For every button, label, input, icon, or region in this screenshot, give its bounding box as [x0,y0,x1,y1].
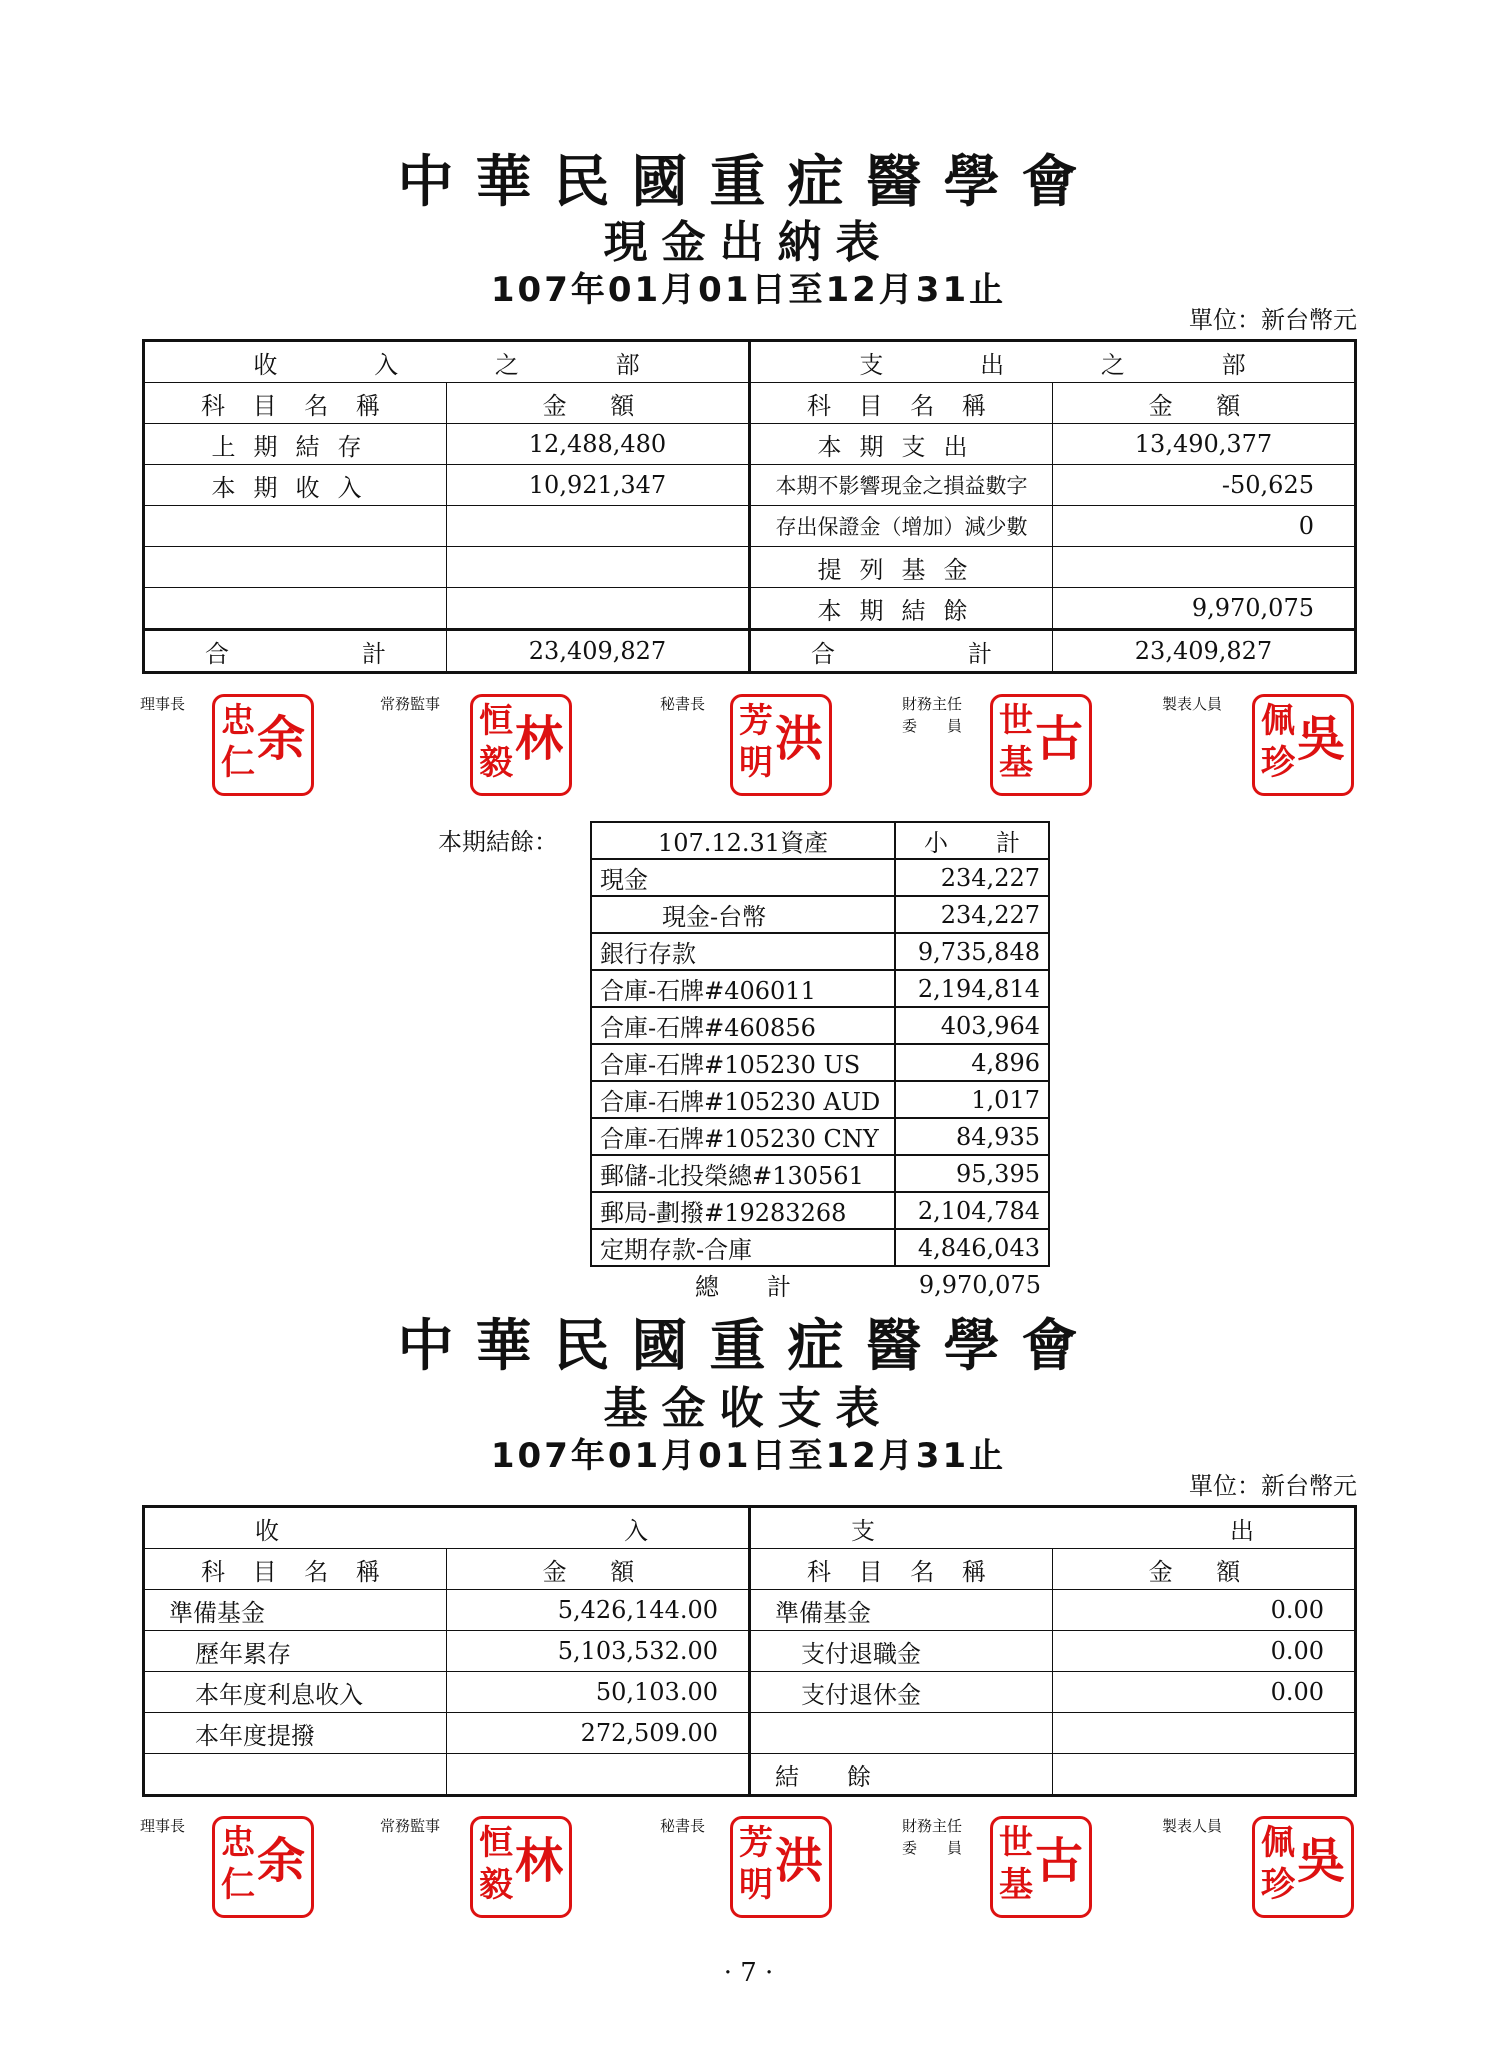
asset-name: 合庫-石牌#105230 CNY [591,1118,895,1155]
asset-total-row [591,1266,1049,1302]
expense-item: 準備基金 [750,1590,1053,1631]
seal-char: 芳 [739,701,773,741]
table-row [144,547,1356,588]
asset-value: 234,227 [895,859,1049,896]
asset-name: 郵儲-北投榮總#130561 [591,1155,895,1192]
seal-char: 洪 [774,711,823,767]
asset-name: 現金 [591,859,895,896]
total-label-char: 計 [362,639,386,668]
seal-char: 基 [999,743,1033,783]
signature-row [140,1812,1360,1922]
seal-stamp [470,694,572,796]
seal-char: 珍 [1261,1865,1295,1905]
col-header-amount: 金 額 [447,383,750,424]
seal-stamp [470,1816,572,1918]
income-header-char: 收 [253,350,278,379]
income-header-char: 收 [255,1516,279,1545]
asset-name: 郵局-劃撥#19283268 [591,1192,895,1229]
table-row [144,1754,1356,1796]
seal-stamp [730,1816,832,1918]
asset-value: 95,395 [895,1155,1049,1192]
expense-item: 本期不影響現金之損益數字 [750,465,1053,506]
seal-char: 吳 [1296,1833,1345,1889]
col-header-amount: 金 額 [1053,1549,1356,1590]
cash-section-header-row [144,341,1356,383]
table-row [144,1713,1356,1754]
expense-amount [1053,1713,1356,1754]
income-amount: 10,921,347 [447,465,750,506]
income-item: 上期結存 [144,424,447,465]
seal-char: 古 [1034,711,1083,767]
expense-amount: 13,490,377 [1053,424,1356,465]
income-amount [447,588,750,630]
signature-role: 秘書長 [660,1817,706,1835]
seal-char: 毅 [479,1865,513,1905]
expense-amount: -50,625 [1053,465,1356,506]
org-title: 中華民國重症醫學會 [397,150,1100,215]
seal-stamp [990,1816,1092,1918]
asset-name: 合庫-石牌#105230 AUD [591,1081,895,1118]
seal-stamp [212,694,314,796]
seal-char: 珍 [1261,743,1295,783]
income-header-char: 之 [494,350,519,379]
expense-header-char: 支 [859,350,884,379]
table-row [144,1590,1356,1631]
signature-role: 常務監事 [380,695,441,713]
income-amount: 50,103.00 [447,1672,750,1713]
table-row [144,506,1356,547]
total-label-char: 合 [811,639,835,668]
income-amount [447,506,750,547]
expense-section-header [750,341,1356,383]
fund-table-title: 基金收支表 [603,1383,894,1434]
fund-column-header-row [144,1549,1356,1590]
seal-char: 佩 [1261,701,1295,741]
signature-role: 常務監事 [380,1817,441,1835]
seal-char: 余 [256,1833,305,1889]
income-amount: 272,509.00 [447,1713,750,1754]
seal-char: 林 [514,1833,563,1889]
asset-header: 107.12.31資產 [591,822,895,859]
income-section-header [144,341,750,383]
seal-char: 恒 [479,1823,513,1863]
asset-name: 銀行存款 [591,933,895,970]
expense-amount: 0.00 [1053,1672,1356,1713]
cash-total-row [144,630,1356,673]
table-row [591,1044,1049,1081]
income-section-header [144,1507,750,1549]
income-item [144,588,447,630]
seal-char: 古 [1034,1833,1083,1889]
seal-char: 世 [999,1823,1033,1863]
seal-char: 恒 [479,701,513,741]
signature-role: 理事長 [140,1817,186,1835]
seal-char: 佩 [1261,1823,1295,1863]
expense-amount: 9,970,075 [1053,588,1356,630]
table-row [591,1229,1049,1266]
income-item: 歷年累存 [144,1631,447,1672]
balance-label: 本期結餘： [438,828,558,856]
seal-stamp [990,694,1092,796]
table-row [591,1155,1049,1192]
expense-header-char: 支 [851,1516,875,1545]
income-amount: 5,426,144.00 [447,1590,750,1631]
signature-role: 委 員 [902,1839,963,1857]
expense-item: 本期支出 [750,424,1053,465]
total-label [144,630,447,673]
seal-char: 芳 [739,1823,773,1863]
asset-value: 2,194,814 [895,970,1049,1007]
expense-item: 存出保證金（增加）減少數 [750,506,1053,547]
expense-amount: 0.00 [1053,1590,1356,1631]
col-header-amount: 金 額 [447,1549,750,1590]
income-item: 準備基金 [144,1590,447,1631]
cash-table-title: 現金出納表 [603,217,894,268]
expense-item: 結 餘 [750,1754,1053,1796]
asset-value: 2,104,784 [895,1192,1049,1229]
asset-name: 現金-台幣 [591,896,895,933]
income-item: 本期收入 [144,465,447,506]
fund-period: 107年01月01日至12月31止 [490,1436,1007,1476]
seal-char: 余 [256,711,305,767]
asset-value: 4,846,043 [895,1229,1049,1266]
expense-amount: 0 [1053,506,1356,547]
expense-header-char: 部 [1221,350,1246,379]
asset-name: 合庫-石牌#460856 [591,1007,895,1044]
signature-row [140,690,1360,800]
signature-role: 財務主任 [902,1817,963,1835]
expense-amount [1053,1754,1356,1796]
seal-stamp [1252,694,1354,796]
asset-header-row [591,822,1049,859]
seal-char: 忠 [221,1823,255,1863]
seal-char: 明 [739,743,773,783]
seal-char: 仁 [221,1865,255,1905]
asset-value: 234,227 [895,896,1049,933]
page-number: · 7 · [723,1958,774,1988]
expense-item [750,1713,1053,1754]
signature-role: 秘書長 [660,695,706,713]
income-amount [447,547,750,588]
signature-role: 委 員 [902,717,963,735]
table-row [591,1118,1049,1155]
asset-name: 合庫-石牌#406011 [591,970,895,1007]
asset-table [590,821,1050,1302]
fund-section-header-row [144,1507,1356,1549]
income-item [144,506,447,547]
cash-table [142,339,1357,674]
table-row [591,1192,1049,1229]
income-amount: 5,103,532.00 [447,1631,750,1672]
seal-char: 忠 [221,701,255,741]
income-header-char: 部 [615,350,640,379]
income-item: 本年度利息收入 [144,1672,447,1713]
table-row [144,424,1356,465]
asset-value: 403,964 [895,1007,1049,1044]
asset-value: 9,735,848 [895,933,1049,970]
col-header-item: 科 目 名 稱 [750,383,1053,424]
col-header-item: 科 目 名 稱 [144,383,447,424]
asset-name: 合庫-石牌#105230 US [591,1044,895,1081]
org-title: 中華民國重症醫學會 [397,1314,1100,1379]
expense-amount: 0.00 [1053,1631,1356,1672]
cash-period: 107年01月01日至12月31止 [490,270,1007,310]
seal-char: 毅 [479,743,513,783]
expense-header-char: 之 [1100,350,1125,379]
expense-item: 提列基金 [750,547,1053,588]
asset-name: 定期存款-合庫 [591,1229,895,1266]
table-row [591,970,1049,1007]
signature-role: 製表人員 [1162,1817,1223,1835]
income-header-char: 入 [374,350,399,379]
income-amount [447,1754,750,1796]
asset-total-label: 總 計 [695,1273,791,1301]
expense-item: 支付退休金 [750,1672,1053,1713]
table-row [591,1007,1049,1044]
total-label-char: 合 [205,639,229,668]
asset-value: 1,017 [895,1081,1049,1118]
expense-header-char: 出 [980,350,1005,379]
income-item: 本年度提撥 [144,1713,447,1754]
seal-char: 吳 [1296,711,1345,767]
seal-stamp [730,694,832,796]
cash-column-header-row [144,383,1356,424]
seal-stamp [1252,1816,1354,1918]
col-header-item: 科 目 名 稱 [750,1549,1053,1590]
table-row [591,1081,1049,1118]
asset-total-value: 9,970,075 [918,1270,1041,1299]
table-row [144,588,1356,630]
table-row [591,933,1049,970]
expense-section-header [750,1507,1356,1549]
total-expense-amount: 23,409,827 [1053,630,1356,673]
signature-role: 財務主任 [902,695,963,713]
total-label-char: 計 [968,639,992,668]
table-row [144,1631,1356,1672]
col-header-item: 科 目 名 稱 [144,1549,447,1590]
income-amount: 12,488,480 [447,424,750,465]
asset-value: 84,935 [895,1118,1049,1155]
cash-unit: 單位：新台幣元 [1189,306,1357,334]
income-item [144,547,447,588]
table-row [591,896,1049,933]
col-header-amount: 金 額 [1053,383,1356,424]
seal-char: 仁 [221,743,255,783]
income-header-char: 入 [624,1516,648,1545]
seal-stamp [212,1816,314,1918]
income-item [144,1754,447,1796]
seal-char: 洪 [774,1833,823,1889]
seal-char: 明 [739,1865,773,1905]
expense-header-char: 出 [1230,1516,1254,1545]
fund-unit: 單位：新台幣元 [1189,1472,1357,1500]
total-label [750,630,1053,673]
asset-value: 4,896 [895,1044,1049,1081]
seal-char: 林 [514,711,563,767]
expense-item: 本期結餘 [750,588,1053,630]
subtotal-header: 小 計 [895,822,1049,859]
fund-table [142,1505,1357,1797]
expense-amount [1053,547,1356,588]
table-row [144,465,1356,506]
seal-char: 基 [999,1865,1033,1905]
signature-role: 製表人員 [1162,695,1223,713]
table-row [144,1672,1356,1713]
table-row [591,859,1049,896]
signature-role: 理事長 [140,695,186,713]
expense-item: 支付退職金 [750,1631,1053,1672]
seal-char: 世 [999,701,1033,741]
total-income-amount: 23,409,827 [447,630,750,673]
